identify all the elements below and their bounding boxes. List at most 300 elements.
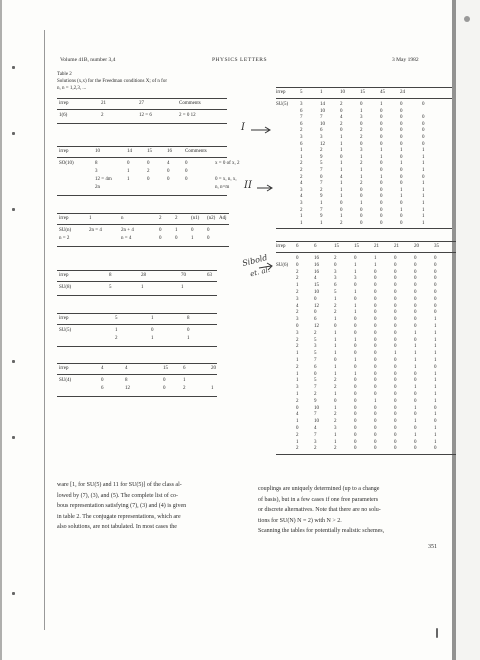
table-cell: 1 [400,187,403,193]
table-cell: 0 [374,344,377,350]
table-cell: 0 [147,177,150,182]
table-cell: 7 [300,115,303,121]
table-cell: 0 [374,426,377,431]
table-cell: 0 [354,378,357,384]
table-cell: 4 [340,174,343,180]
table-header-cell: irrep [59,216,69,221]
table-cell: 0 [414,256,417,261]
table-cell: 1 [434,317,437,323]
table-cell: 1 [334,405,337,411]
table-row-label: n = 2 [59,236,70,241]
table-cell: 0 [394,439,397,445]
table-cell: 0 [380,135,383,140]
table-cell: 0 [414,283,417,289]
table-cell: 3 [334,426,337,431]
table-cell: 0 [400,181,403,187]
table-cell: 0 [360,194,363,200]
table-cell: 10 [320,121,325,127]
table-header-cell: 20 [414,244,419,249]
table-cell: 0 [434,276,437,282]
table-header-cell: 5 [300,90,303,95]
table-cell: 1 [422,220,425,226]
table-cell: 3 [95,169,98,174]
table-top-rule [57,146,227,147]
table-cell: 0 [434,283,437,289]
table-cell: 0 [394,446,397,452]
table-cell: 0 [414,303,417,309]
table-cell: 1 [183,378,186,383]
table-cell: 3 [296,296,299,302]
table-cell: 0 [374,351,377,357]
table-cell: 0 [434,419,437,425]
table-cell: 1 [334,330,337,336]
table-cell: 2 [101,113,104,118]
table-header-cell: 35 [434,244,439,249]
table-header-rule [57,324,217,325]
table-cell: 0 [163,386,166,391]
table-cell: 1 [422,201,425,206]
table-header-cell: (n2) [207,216,216,221]
table-cell: 0 [394,358,397,363]
table-cell: 0 [394,256,397,261]
table-cell: 0 [374,330,377,336]
table-cell: 0 [354,446,357,452]
table-cell: 0 [434,303,437,309]
table-cell: 1 [394,351,397,357]
table-cell: 0 [414,310,417,316]
table-cell: 7 [320,168,323,173]
table-cell: 10 [320,108,325,114]
table-cell: 5 [109,285,112,290]
table-cell: 1 [360,168,363,173]
table-cell: 1 [296,419,299,425]
table-cell: 2n + 4 [121,228,134,233]
table-cell: 1 [354,310,357,316]
table-cell: 1 [340,214,343,220]
table-cell: 1 [434,330,437,336]
table-cell: 0 [320,174,323,180]
table-cell: 1 [300,214,303,220]
table-cell: 1 [414,419,417,425]
body-text-line: ware [1, for SU(5) and 11 for SU(5)] of the class al- [57,482,182,488]
table-cell: 2 = 0 12 [179,113,196,118]
table-bottom-rule [57,396,217,397]
table-cell: 0 [414,371,417,377]
table-cell: 1 [380,154,383,160]
table-cell: 0 [394,317,397,323]
table-cell: 0 [159,228,162,233]
hole-mark [12,436,15,439]
hole-mark [12,132,15,135]
table-cell: 0 [394,344,397,350]
table-cell: 2 [296,310,299,316]
table-cell: 0 [394,324,397,329]
body-text-line: tions for SU(N) N = 2) with N > 2. [258,517,342,524]
table-cell: 7 [314,358,317,363]
table-header-cell: irrep [59,101,69,106]
table-cell: 0 [354,283,357,289]
table-cell: 0 [400,102,403,107]
table-cell: 1 [340,187,343,193]
table-header-cell: 2 [175,216,178,221]
body-text-line: lowed by (7), (3), and (5). The complete list of co- [57,492,179,499]
table-cell: 1 [400,207,403,213]
body-text-line: Scanning the tables for potentially realistic schemes, [258,528,385,535]
table-cell: 2 [360,181,363,187]
table-cell: 0 [380,115,383,121]
table-cell: 1 [296,351,299,357]
table-cell: 0 [374,276,377,282]
table-cell: 1 [380,174,383,180]
table-header-cell: irrep [276,244,286,249]
table-cell: 0 [414,296,417,302]
table-cell: 0 [360,187,363,193]
table-cell: 0 [394,398,397,404]
table-header-cell: 5 [115,316,118,321]
table-top-rule [57,98,227,99]
table-top-rule [276,241,456,242]
table-cell: 0 [422,128,425,134]
table-cell: 7 [320,181,323,187]
table-cell: 1 [400,194,403,200]
table-cell: 0 [354,426,357,431]
table-cell: 2 [340,102,343,107]
table-cell: 1 [434,398,437,404]
table-cell: 0 [400,201,403,206]
table-cell: 0 [414,290,417,295]
table-cell: 8 [125,378,128,383]
table-cell: 0 [394,426,397,431]
handwritten-note-sibold: Sibold [241,253,269,268]
table-cell: 0 [185,169,188,174]
table-cell: 12 = 4m [95,177,112,182]
table-header-cell: 8 [187,316,190,321]
table-cell: 0 [414,412,417,418]
table-cell: 0 [340,128,343,134]
table-cell: 1 [300,148,303,154]
table-cell: 2 [360,161,363,167]
table-top-rule [276,87,452,88]
table-cell: 1 [434,426,437,431]
table-cell: 0 [400,154,403,160]
table-header-cell: 10 [340,90,345,95]
table-cell: 4 [167,161,170,166]
table-cell: 1 [360,108,363,114]
table-row-label: SU(8) [59,285,72,290]
table-cell: 0 [434,256,437,261]
table-cell: 0 [434,269,437,275]
table-cell: 1 [300,154,303,160]
table-cell: 1 [296,283,299,289]
table-cell: 0 [374,371,377,377]
table-cell: 2 [314,392,317,397]
table-cell: 0 [207,228,210,233]
table-cell: 0 [296,256,299,261]
table-cell: 0 [394,310,397,316]
scan-right-edge-dark [456,0,480,660]
table-cell: 6 [314,364,317,370]
table-header-cell: 21 [101,101,106,106]
table-cell: 10 [314,419,319,425]
table-cell: 1 [434,351,437,357]
table-cell: 0 [380,220,383,226]
table-cell: 10 [314,290,319,295]
table-cell: 2 [314,446,317,452]
table-cell: 3 [354,276,357,282]
table-cell: 0 [354,344,357,350]
table-cell: 0 [340,108,343,114]
table-cell: 3 [334,276,337,282]
table-header-cell: Adj [219,216,227,221]
table-cell: 0 [422,115,425,121]
table-cell: 0 [394,419,397,425]
table-cell: 1 [127,169,130,174]
table-cell: 0 [394,371,397,377]
table-cell: 0 [394,378,397,384]
table-cell: 0 [191,228,194,233]
table-cell: 1 [434,337,437,343]
table-cell: 0 [334,358,337,363]
table-cell: 1 [414,330,417,336]
hole-mark [12,66,15,69]
handwritten-arrow-icon [250,126,272,134]
table-cell: 2 [334,256,337,261]
table-cell: 0 [296,324,299,329]
table-cell: 2n = 4 [89,228,102,233]
table-cell: 0 [422,174,425,180]
table-cell: 6 [334,283,337,289]
table-cell: 1 [360,154,363,160]
table-row-label: SU(5) [276,102,289,107]
table-cell: 5 [314,378,317,384]
body-text-line: of basis), but in a few cases if one free parameters [258,496,379,503]
table-bottom-rule [57,246,229,247]
table-cell: 2n [95,185,100,190]
table-cell: 0 [354,405,357,411]
handwritten-mark-i: I [241,122,245,133]
table-cell: 0 [400,168,403,173]
table-cell: 1 [422,214,425,220]
table-cell: 0 [187,328,190,333]
table-cell: 0 [422,135,425,140]
table-cell: 4 [300,181,303,187]
table-cell: 1 [354,358,357,363]
table-cell: 1 [340,194,343,200]
table-cell: 2 [300,168,303,173]
table-cell: 0 [360,214,363,220]
table-cell: 0 [394,405,397,411]
ink-blot [436,628,438,638]
table-cell: 0 [354,330,357,336]
table-cell: 0 [414,439,417,445]
table-cell: 0 [374,283,377,289]
table-cell: 0 [354,317,357,323]
table-header-cell: 21 [394,244,399,249]
table-cell: 0 [434,446,437,452]
table-cell: 0 [374,296,377,302]
table-cell: 0 [414,337,417,343]
table-cell: 4 [296,412,299,418]
table-cell: 16 [314,262,319,268]
table-cell: 0 [354,256,357,261]
table-cell: 3 [300,102,303,107]
table-cell: 0 [380,194,383,200]
table-cell: 12 [314,303,319,309]
table-cell: 0 [163,378,166,383]
table-row-label: 1(6) [59,113,68,118]
table-cell: 6 [300,141,303,147]
table-cell: 1 [434,378,437,384]
table-cell: 3 [314,439,317,445]
table-row-label: SU(6) [276,262,289,268]
table-cell: 2 [314,330,317,336]
table-cell: n, n=m [215,185,230,190]
table-cell: 0 [394,303,397,309]
table-cell: 0 [360,121,363,127]
table-cell: 4 [340,115,343,121]
table-cell: 0 [414,317,417,323]
table-cell: 3 [300,201,303,206]
table-header-cell: 15 [163,366,168,371]
table-top-rule [57,363,217,364]
running-header-left: Volume 41B, number 3,4 [60,57,116,63]
body-text-line: or discrete alternatives. Note that there are no solu- [258,507,381,514]
table-cell: 0 [296,426,299,431]
table-cell: 1 [340,181,343,187]
table-header-cell: 14 [127,149,132,154]
table-header-cell: 2 [159,216,162,221]
table-cell: 1 [434,439,437,445]
table-top-rule [57,213,229,214]
table-cell: 0 [296,405,299,411]
running-header-center: PHYSICS LETTERS [212,57,268,63]
table-cell: 2 [296,269,299,275]
table-cell: 1 [334,337,337,343]
table-cell: 0 [340,201,343,206]
table-cell: 3 [360,115,363,121]
table-cell: 0 [354,419,357,425]
table-caption: Solutions (x,x) for the Freedman conditions X; of n for [57,79,167,84]
table-cell: 0 [434,296,437,302]
table-cell: 1 [434,412,437,418]
table-cell: 0 [394,290,397,295]
table-cell: 0 [434,290,437,295]
table-cell: 1 [354,290,357,295]
table-header-cell: 6 [314,244,317,249]
table-header-cell: 10 [95,149,100,154]
table-cell: 0 [374,269,377,275]
table-cell: 2 [334,412,337,418]
table-cell: 1 [334,432,337,438]
table-header-cell: 16 [167,149,172,154]
ink-blot [464,16,470,22]
table-cell: 1 [115,328,118,333]
table-cell: 0 [354,392,357,397]
table-cell: 4 [314,276,317,282]
table-cell: 1 [422,168,425,173]
table-cell: 0 [185,177,188,182]
table-cell: 2 [334,310,337,316]
table-cell: 0 [380,214,383,220]
table-cell: 0 [414,378,417,384]
table-cell: 1 [340,148,343,154]
table-row-label: SU(5) [59,328,72,333]
table-caption-label: Table 2 [57,72,72,77]
table-cell: 2 [296,364,299,370]
table-cell: 1 [414,351,417,357]
table-cell: 0 = x, n, x, [215,177,237,182]
table-cell: 1 [296,378,299,384]
table-cell: 1 [374,256,377,261]
table-cell: 1 [400,148,403,154]
table-cell: 2 [340,121,343,127]
table-cell: 3 [296,385,299,391]
table-cell: 2 [296,344,299,350]
table-cell: 0 [400,214,403,220]
table-cell: 0 [434,310,437,316]
table-bottom-rule [276,228,452,229]
handwritten-arrow-icon [258,262,274,272]
table-cell: 1 [354,262,357,268]
table-cell: 0 [334,398,337,404]
table-cell: 1 [296,358,299,363]
table-cell: 7 [320,207,323,213]
table-cell: 0 [394,392,397,397]
table-cell: 0 [380,161,383,167]
table-cell: 1 [191,236,194,241]
table-cell: 0 [354,364,357,370]
table-cell: 1 [414,385,417,391]
table-cell: 1 [296,392,299,397]
table-cell: 0 [354,351,357,357]
table-cell: 9 [320,214,323,220]
table-cell: 0 [354,398,357,404]
table-cell: 0 [400,141,403,147]
table-cell: 0 [380,181,383,187]
table-cell: 0 [414,276,417,282]
table-cell: 1 [434,324,437,329]
table-cell: 0 [296,262,299,268]
table-cell: 1 [414,405,417,411]
table-header-cell: 8 [109,273,112,278]
body-text-line: in table 2. The conjugate representations, which are [57,513,181,520]
table-cell: 5 [320,161,323,167]
table-cell: 1 [380,148,383,154]
table-cell: 0 [394,432,397,438]
table-cell: 0 [394,385,397,391]
table-cell: 10 [314,405,319,411]
table-cell: 0 [354,296,357,302]
hole-mark [12,208,15,211]
table-cell: 0 [394,283,397,289]
table-cell: 2 [334,385,337,391]
table-row-label: SU(4) [59,378,72,383]
table-cell: 0 [374,432,377,438]
table-cell: 12 [125,386,130,391]
table-cell: 6 [101,386,104,391]
table-cell: 1 [334,344,337,350]
table-cell: 2 [334,303,337,309]
table-cell: 0 [434,364,437,370]
table-cell: 1 [422,187,425,193]
table-cell: 1 [354,269,357,275]
table-header-cell: 15 [354,244,359,249]
table-cell: 0 [374,303,377,309]
table-cell: 1 [434,432,437,438]
table-cell: 0 [380,108,383,114]
table-header-rule [276,252,456,253]
table-cell: 0 [314,371,317,377]
